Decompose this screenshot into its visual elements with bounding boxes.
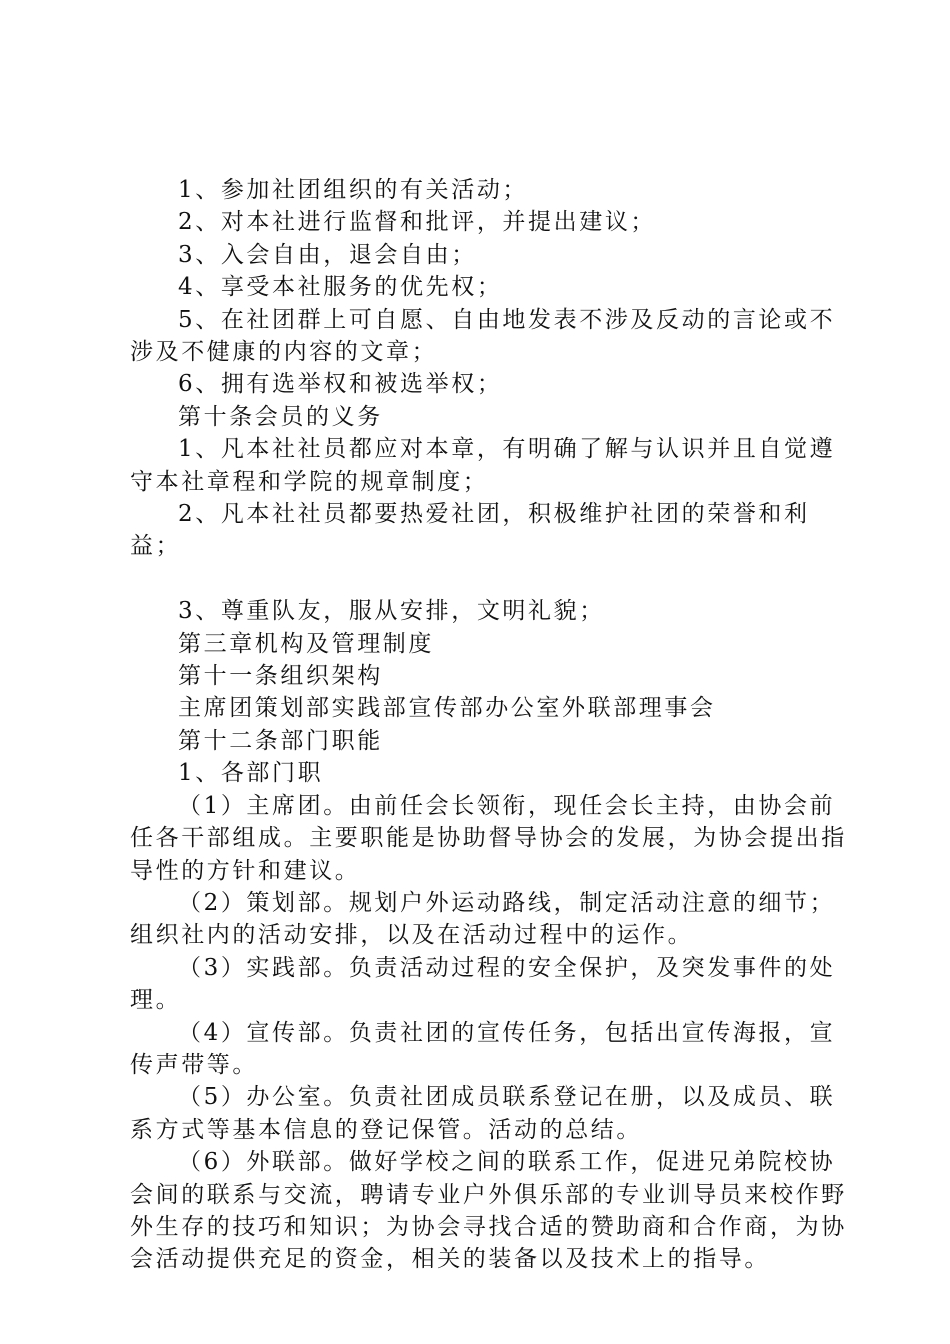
paragraph-right-3: 3、入会自由，退会自由； (178, 241, 477, 268)
dept-external: （6）外联部。做好学校之间的联系工作，促进兄弟院校协会间的联系与交流，聘请专业户外俱乐部的专业训导员来校作野外生存的技巧和知识；为协会寻找合适的赞助商和合作商，为协会活动提供充足的资金，相关的装备以及技术上的指导。 (130, 1149, 847, 1273)
paragraph-right-1: 1、参加社团组织的有关活动； (178, 177, 529, 203)
article-12-heading: 第十二条部门职能 (178, 727, 383, 754)
department-duties-heading: 1、各部门职 (178, 760, 324, 787)
paragraph-right-2: 2、对本社进行监督和批评，并提出建议； (178, 209, 657, 236)
dept-presidium: （1）主席团。由前任会长领衔，现任会长主持，由协会前任各干部组成。主要职能是协助督导协会的发展，为协会提出指导性的方针和建议。 (130, 792, 847, 884)
org-structure-line: 主席团策划部实践部宣传部办公室外联部理事会 (178, 695, 716, 722)
document-body (130, 174, 860, 1276)
dept-publicity: （4）宣传部。负责社团的宣传任务，包括出宣传海报，宣传声带等。 (130, 1019, 836, 1078)
dept-planning: （2）策划部。规划户外运动路线，制定活动注意的细节；组织社内的活动安排，以及在活动过程中的运作。 (130, 889, 836, 949)
dept-practice: （3）实践部。负责活动过程的安全保护，及突发事件的处理。 (130, 954, 836, 1014)
paragraph-right-4: 4、享受本社服务的优先权； (178, 274, 503, 301)
paragraph-duty-3: 3、尊重队友，服从安排，文明礼貌； (178, 598, 605, 625)
paragraph-right-6: 6、拥有选举权和被选举权； (178, 371, 503, 398)
chapter-3-heading: 第三章机构及管理制度 (178, 630, 434, 657)
paragraph-duty-2: 2、凡本社社员都要热爱社团，积极维护社团的荣誉和利益； (130, 501, 810, 560)
paragraph-duty-1: 1、凡本社社员都应对本章，有明确了解与认识并且自觉遵守本社章程和学院的规章制度； (130, 436, 836, 495)
dept-office: （5）办公室。负责社团成员联系登记在册，以及成员、联系方式等基本信息的登记保管。活动的总结。 (130, 1084, 836, 1143)
article-10-heading: 第十条会员的义务 (178, 403, 383, 430)
article-11-heading: 第十一条组织架构 (178, 663, 383, 690)
paragraph-right-5: 5、在社团群上可自愿、自由地发表不涉及反动的言论或不涉及不健康的内容的文章； (130, 306, 836, 366)
